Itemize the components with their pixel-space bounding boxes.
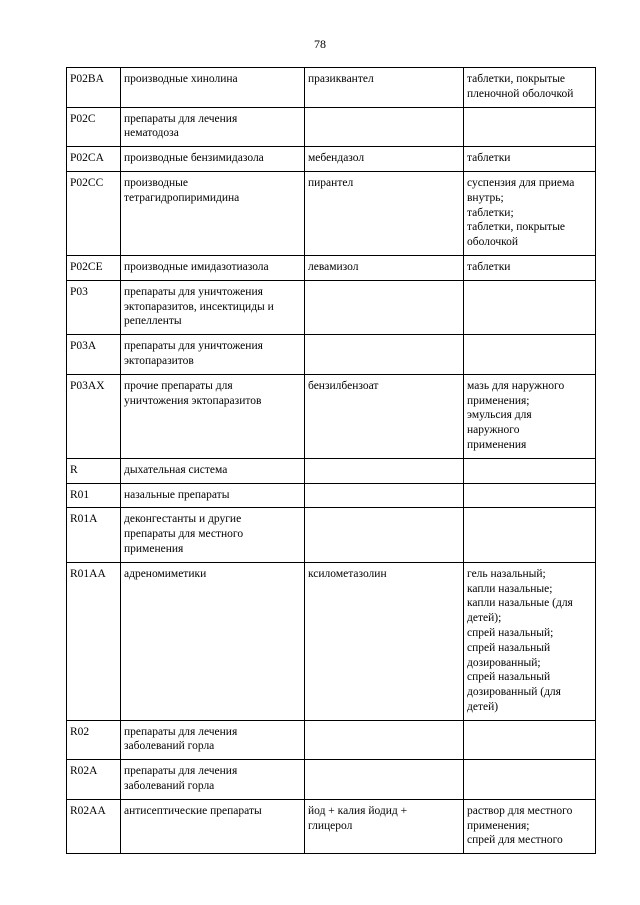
atc-code-cell: P02C (67, 107, 121, 147)
drug-name-cell (305, 720, 464, 760)
dosage-form-cell (464, 107, 596, 147)
table-row (67, 255, 596, 280)
drug-name-cell (305, 458, 464, 483)
pharmacological-group-cell: деконгестанты и другие препараты для местного применения (121, 508, 305, 562)
drug-name-cell (305, 760, 464, 800)
drug-name-cell: празиквантел (305, 68, 464, 108)
dosage-form-cell: таблетки (464, 255, 596, 280)
dosage-form-cell: суспензия для приема внутрь; таблетки; таблетки, покрытые оболочкой (464, 171, 596, 255)
pharmacological-group-cell: антисептические препараты (121, 799, 305, 853)
table-row (67, 335, 596, 375)
table-row (67, 799, 596, 853)
atc-code-cell: P03A (67, 335, 121, 375)
atc-code-cell: R02A (67, 760, 121, 800)
atc-code-cell: P02CC (67, 171, 121, 255)
dosage-form-cell: гель назальный; капли назальные; капли назальные (для детей); спрей назальный; спрей назальный дозированный; спрей назальный дозированный (для детей) (464, 562, 596, 720)
dosage-form-cell (464, 508, 596, 562)
pharmacological-group-cell: прочие препараты для уничтожения эктопаразитов (121, 374, 305, 458)
drug-name-cell (305, 280, 464, 334)
table-row (67, 720, 596, 760)
atc-code-cell: R01 (67, 483, 121, 508)
drug-name-cell (305, 508, 464, 562)
drug-classification-table (66, 67, 596, 854)
table-row (67, 147, 596, 172)
pharmacological-group-cell: назальные препараты (121, 483, 305, 508)
drug-name-cell: йод + калия йодид + глицерол (305, 799, 464, 853)
dosage-form-cell: мазь для наружного применения; эмульсия для наружного применения (464, 374, 596, 458)
atc-code-cell: R01AA (67, 562, 121, 720)
atc-code-cell: R01A (67, 508, 121, 562)
table-row (67, 171, 596, 255)
table-row (67, 280, 596, 334)
dosage-form-cell (464, 760, 596, 800)
dosage-form-cell (464, 280, 596, 334)
table-row (67, 760, 596, 800)
dosage-form-cell: таблетки (464, 147, 596, 172)
page-number: 78 (314, 37, 326, 51)
dosage-form-cell: раствор для местного применения; спрей для местного (464, 799, 596, 853)
dosage-form-cell (464, 458, 596, 483)
pharmacological-group-cell: препараты для лечения заболеваний горла (121, 720, 305, 760)
atc-code-cell: P02CA (67, 147, 121, 172)
drug-name-cell: левамизол (305, 255, 464, 280)
table-row (67, 458, 596, 483)
drug-name-cell: мебендазол (305, 147, 464, 172)
pharmacological-group-cell: дыхательная система (121, 458, 305, 483)
table-row (67, 374, 596, 458)
drug-name-cell (305, 335, 464, 375)
drug-name-cell: пирантел (305, 171, 464, 255)
dosage-form-cell: таблетки, покрытые пленочной оболочкой (464, 68, 596, 108)
pharmacological-group-cell: производные имидазотиазола (121, 255, 305, 280)
table-row (67, 68, 596, 108)
pharmacological-group-cell: производные хинолина (121, 68, 305, 108)
table-row (67, 562, 596, 720)
table-row (67, 508, 596, 562)
pharmacological-group-cell: препараты для уничтожения эктопаразитов (121, 335, 305, 375)
atc-code-cell: P02CE (67, 255, 121, 280)
pharmacological-group-cell: препараты для лечения заболеваний горла (121, 760, 305, 800)
pharmacological-group-cell: производные тетрагидропиримидина (121, 171, 305, 255)
pharmacological-group-cell: производные бензимидазола (121, 147, 305, 172)
atc-code-cell: R02 (67, 720, 121, 760)
table-row (67, 483, 596, 508)
atc-code-cell: R (67, 458, 121, 483)
dosage-form-cell (464, 720, 596, 760)
dosage-form-cell (464, 335, 596, 375)
drug-name-cell (305, 107, 464, 147)
drug-name-cell (305, 483, 464, 508)
atc-code-cell: P03 (67, 280, 121, 334)
pharmacological-group-cell: препараты для уничтожения эктопаразитов, инсектициды и репелленты (121, 280, 305, 334)
pharmacological-group-cell: препараты для лечения нематодоза (121, 107, 305, 147)
atc-code-cell: R02AA (67, 799, 121, 853)
table-row (67, 107, 596, 147)
drug-name-cell: ксилометазолин (305, 562, 464, 720)
drug-name-cell: бензилбензоат (305, 374, 464, 458)
atc-code-cell: P03AX (67, 374, 121, 458)
pharmacological-group-cell: адреномиметики (121, 562, 305, 720)
table-body (67, 68, 596, 854)
dosage-form-cell (464, 483, 596, 508)
atc-code-cell: P02BA (67, 68, 121, 108)
